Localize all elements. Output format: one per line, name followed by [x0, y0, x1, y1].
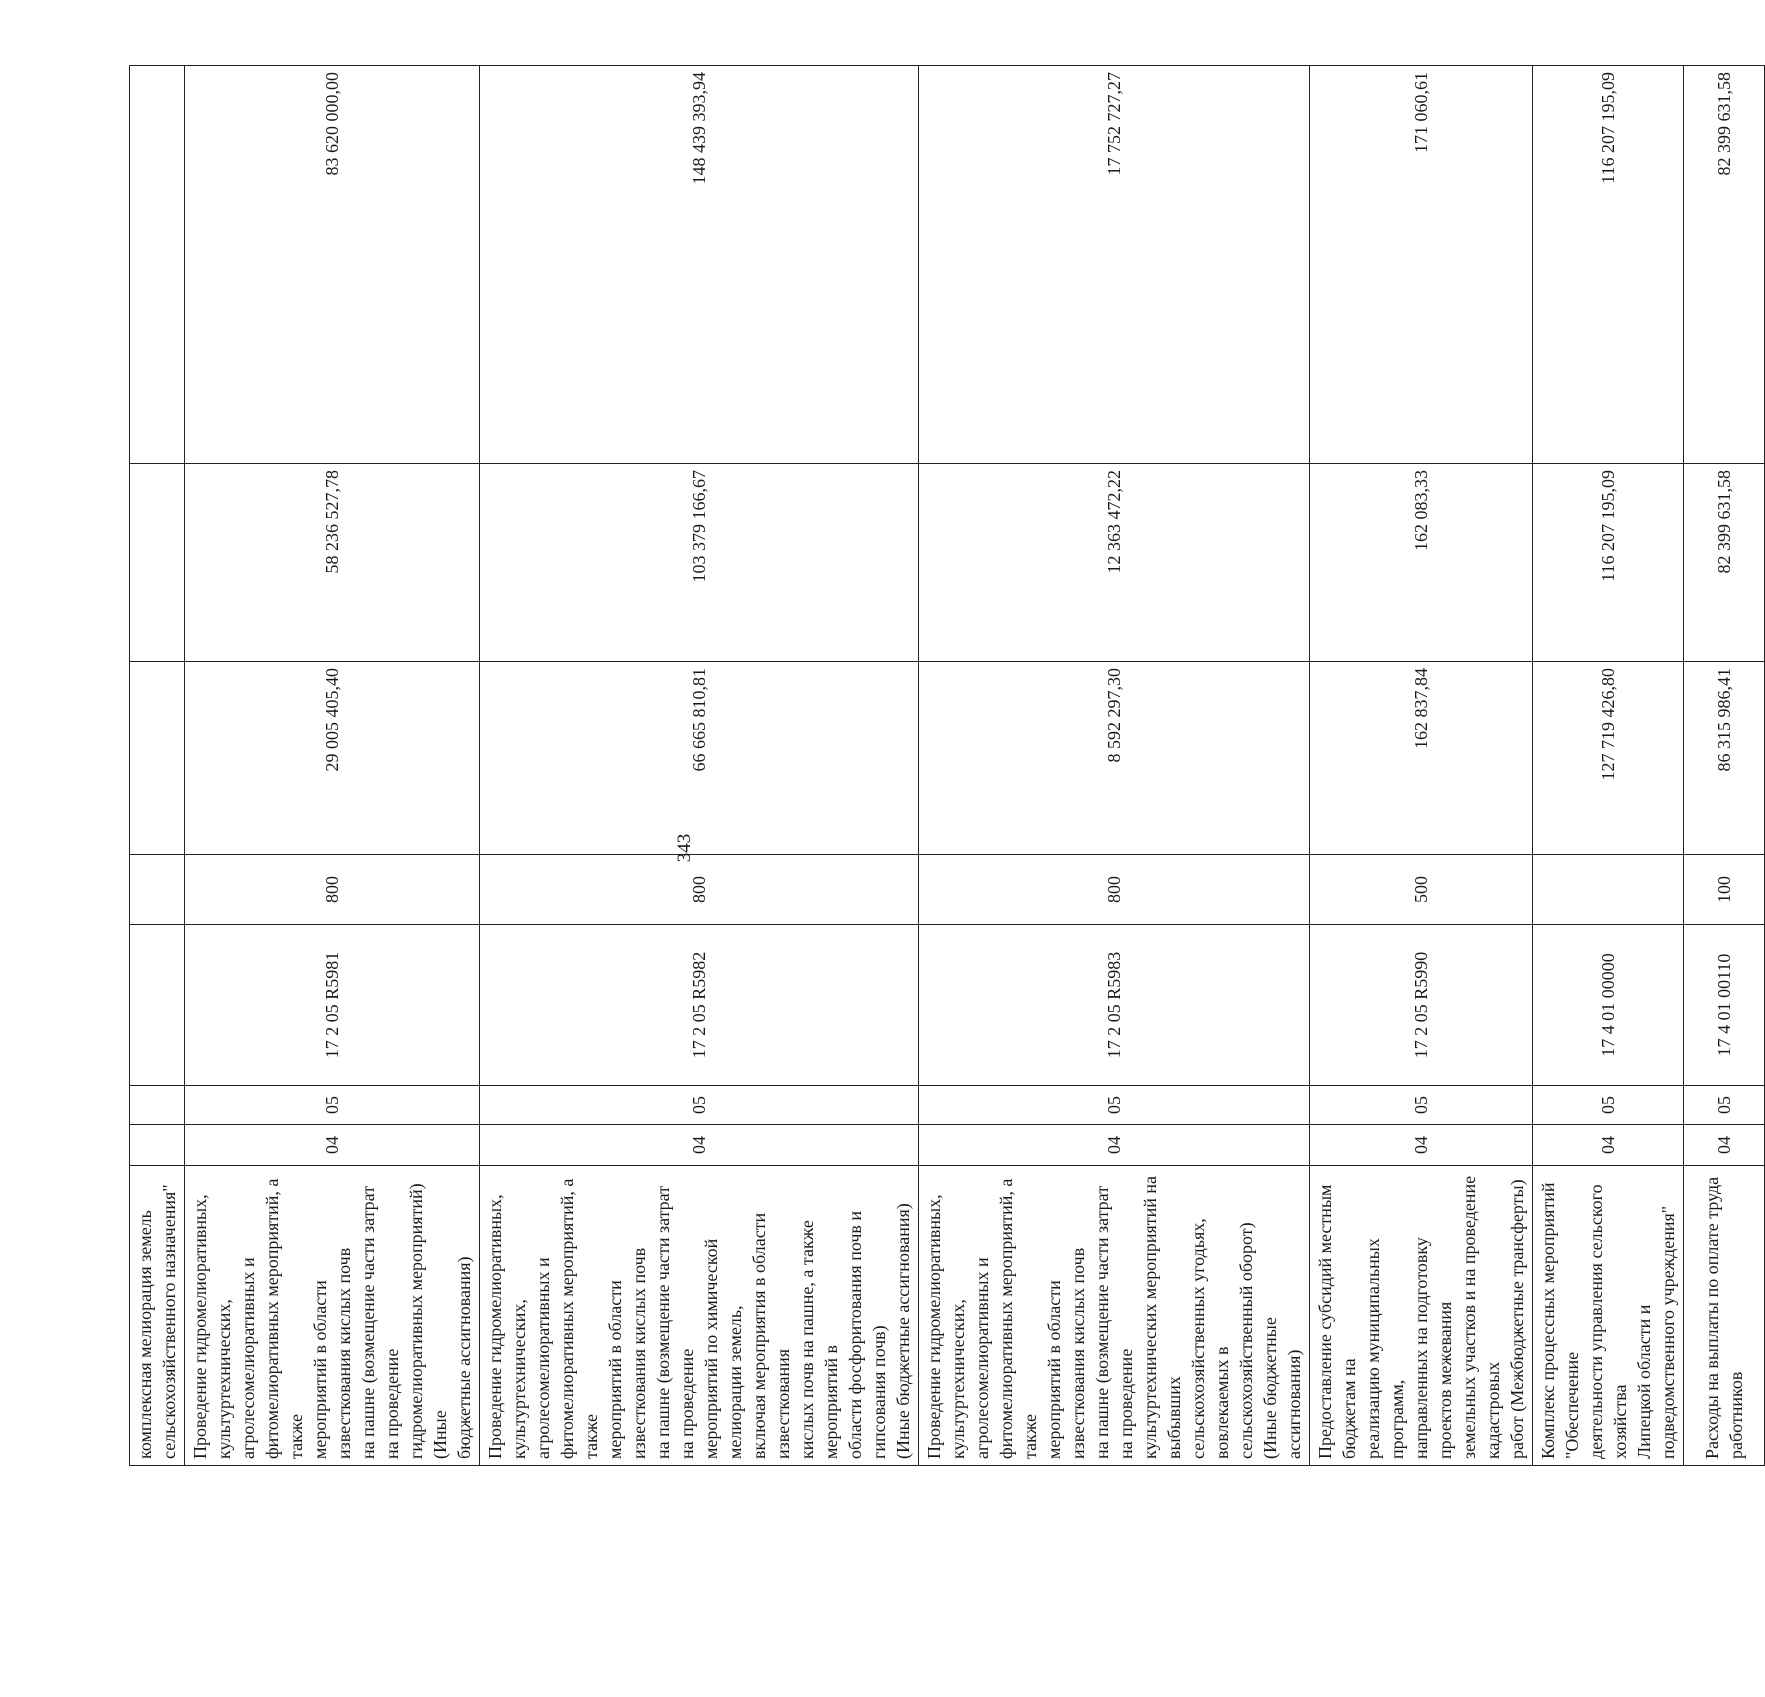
target-article: [130, 925, 185, 1086]
section-code: 04: [1684, 1125, 1765, 1166]
expense-type: 800: [919, 855, 1310, 925]
expense-type: 500: [1310, 855, 1533, 925]
subsection-code: 05: [1533, 1086, 1684, 1125]
subsection-code: [130, 1086, 185, 1125]
target-article: 17 4 01 00000: [1533, 925, 1684, 1086]
subsection-code: 05: [919, 1086, 1310, 1125]
subsection-code: 05: [1684, 1086, 1765, 1125]
amount-3: 171 060,61: [1310, 66, 1533, 464]
expense-type: 800: [185, 855, 480, 925]
budget-table: [129, 65, 1765, 1466]
row-description: комплексная мелиорация земель сельскохозяйственного назначения": [130, 1166, 185, 1466]
amount-1: [130, 662, 185, 855]
table-row: [1533, 66, 1684, 1466]
amount-2: 12 363 472,22: [919, 464, 1310, 662]
amount-3: 17 752 727,27: [919, 66, 1310, 464]
row-description: Комплекс процессных мероприятий "Обеспечение деятельности управления сельского хозяйства Липецкой области и подведомственного учреждения": [1533, 1166, 1684, 1466]
amount-2: 82 399 631,58: [1684, 464, 1765, 662]
subsection-code: 05: [185, 1086, 480, 1125]
table-row: [1310, 66, 1533, 1466]
amount-2: 162 083,33: [1310, 464, 1533, 662]
section-code: 04: [480, 1125, 919, 1166]
amount-2: 58 236 527,78: [185, 464, 480, 662]
target-article: 17 2 05 R5983: [919, 925, 1310, 1086]
amount-2: 103 379 166,67: [480, 464, 919, 662]
amount-1: 66 665 810,81: [480, 662, 919, 855]
page-number: 343: [674, 833, 695, 863]
target-article: 17 2 05 R5981: [185, 925, 480, 1086]
target-article: 17 4 01 00110: [1684, 925, 1765, 1086]
row-description: Проведение гидромелиоративных, культуртехнических, агролесомелиоративных и фитомелиоративных мероприятий, а также мероприятий в области известкования кислых почв на пашне (возмещение части затрат на проведение гидромелиоративных мероприятий) (Иные бюджетные ассигнования): [185, 1166, 480, 1466]
table-row: [1684, 66, 1765, 1466]
section-code: 04: [1310, 1125, 1533, 1166]
amount-2: 116 207 195,09: [1533, 464, 1684, 662]
table-row: [185, 66, 480, 1466]
expense-type: [130, 855, 185, 925]
rotated-table-container: [129, 66, 1746, 1466]
row-description: Предоставление субсидий местным бюджетам на реализацию муниципальных программ, направленных на подготовку проектов межевания земельных участков и на проведение кадастровых работ (Межбюджетные трансферты): [1310, 1166, 1533, 1466]
expense-type: 800: [480, 855, 919, 925]
row-description: Проведение гидромелиоративных, культуртехнических, агролесомелиоративных и фитомелиоративных мероприятий, а также мероприятий в области известкования кислых почв на пашне (возмещение части затрат на проведение мероприятий по химической мелиорации земель, включая мероприятия в области известкования кислых почв на пашне, а также мероприятий в области фосфоритования почв и гипсования почв) (Иные бюджетные ассигнования): [480, 1166, 919, 1466]
amount-1: 29 005 405,40: [185, 662, 480, 855]
table-row: [480, 66, 919, 1466]
amount-1: 127 719 426,80: [1533, 662, 1684, 855]
table-row: [919, 66, 1310, 1466]
row-description: Проведение гидромелиоративных, культуртехнических, агролесомелиоративных и фитомелиоративных мероприятий, а также мероприятий в области известкования кислых почв на пашне (возмещение части затрат на проведение культуртехнических мероприятий на выбывших сельскохозяйственных угодьях, вовлекаемых в сельскохозяйственный оборот) (Иные бюджетные ассигнования): [919, 1166, 1310, 1466]
section-code: 04: [185, 1125, 480, 1166]
target-article: 17 2 05 R5982: [480, 925, 919, 1086]
expense-type: [1533, 855, 1684, 925]
amount-2: [130, 464, 185, 662]
table-row: [130, 66, 185, 1466]
amount-1: 86 315 986,41: [1684, 662, 1765, 855]
section-code: 04: [1533, 1125, 1684, 1166]
expense-type: 100: [1684, 855, 1765, 925]
amount-1: 8 592 297,30: [919, 662, 1310, 855]
amount-3: [130, 66, 185, 464]
section-code: [130, 1125, 185, 1166]
row-description: Расходы на выплаты по оплате труда работников: [1684, 1166, 1765, 1466]
target-article: 17 2 05 R5990: [1310, 925, 1533, 1086]
amount-3: 116 207 195,09: [1533, 66, 1684, 464]
subsection-code: 05: [1310, 1086, 1533, 1125]
amount-3: 82 399 631,58: [1684, 66, 1765, 464]
amount-1: 162 837,84: [1310, 662, 1533, 855]
amount-3: 83 620 000,00: [185, 66, 480, 464]
amount-3: 148 439 393,94: [480, 66, 919, 464]
section-code: 04: [919, 1125, 1310, 1166]
subsection-code: 05: [480, 1086, 919, 1125]
